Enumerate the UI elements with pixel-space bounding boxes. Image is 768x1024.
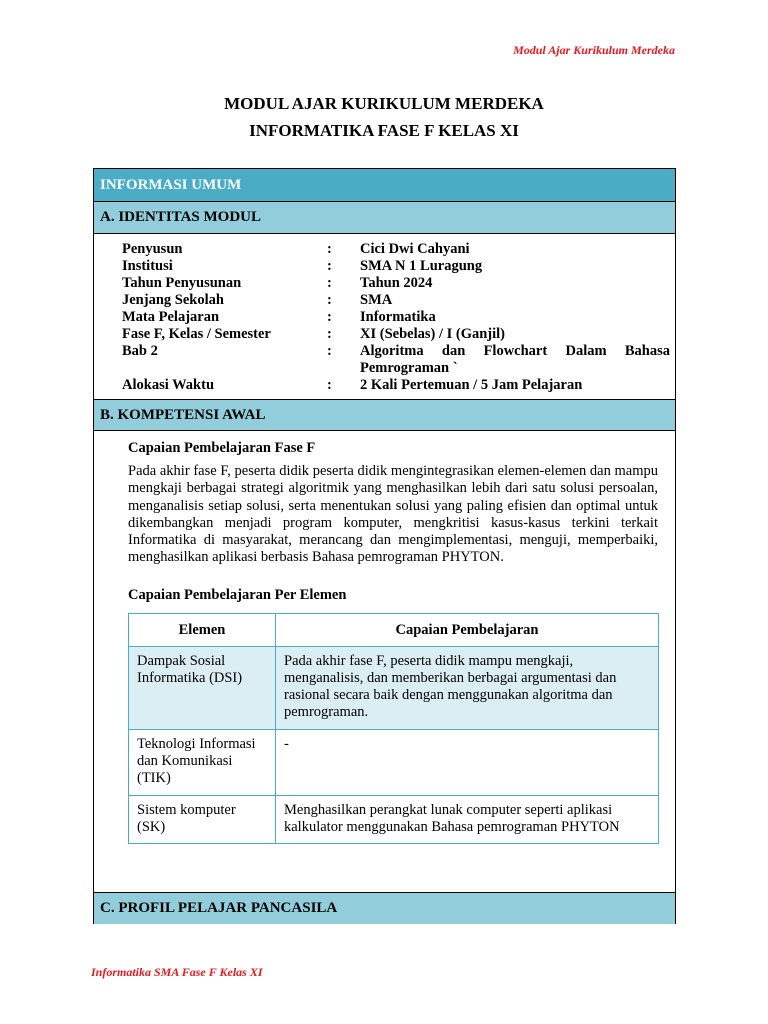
identitas-value: SMA N 1 Luragung [360,258,483,274]
identitas-colon: : [327,377,332,393]
identitas-row [122,343,670,377]
identitas-colon: : [327,241,332,257]
identitas-colon: : [327,292,332,308]
identitas-row [122,275,670,292]
document-title: MODUL AJAR KURIKULUM MERDEKA [224,94,544,113]
cp-elemen-heading-text: Capaian Pembelajaran Per Elemen [128,587,347,603]
capaian-cell: Menghasilkan perangkat lunak computer seperti aplikasi kalkulator menggunakan Bahasa pemrograman PHYTON [276,796,659,844]
identitas-value: SMA [360,292,393,308]
identitas-key: Alokasi Waktu [122,377,215,393]
page-footer-text: Informatika SMA Fase F Kelas XI [91,965,263,979]
identitas-row [122,292,670,309]
identitas-key: Bab 2 [122,343,158,359]
section-c-heading: C. PROFIL PELAJAR PANCASILA [94,892,675,924]
elemen-cell: Dampak Sosial Informatika (DSI) [129,647,276,730]
elemen-cell: Sistem komputer (SK) [129,796,276,844]
identitas-colon: : [327,258,332,274]
informasi-umum-heading: INFORMASI UMUM [94,169,675,202]
info-umum-box [93,168,676,924]
identitas-colon: : [327,309,332,325]
column-header-capaian: Capaian Pembelajaran [276,614,659,647]
identitas-key: Institusi [122,258,173,274]
table-row [129,730,659,796]
identitas-row [122,309,670,326]
identitas-colon: : [327,343,332,359]
cp-fase-heading [128,440,658,457]
document-subtitle: INFORMATIKA FASE F KELAS XI [249,121,519,140]
identitas-colon: : [327,275,332,291]
identitas-row [122,377,670,394]
identitas-colon: : [327,326,332,342]
identitas-value: Informatika [360,309,436,325]
column-header-elemen: Elemen [129,614,276,647]
capaian-per-elemen-table [128,613,659,844]
identitas-key: Jenjang Sekolah [122,292,224,308]
table-row [129,796,659,844]
section-a-heading: A. IDENTITAS MODUL [94,202,675,234]
cp-fase-heading-text: Capaian Pembelajaran Fase F [128,440,316,456]
identitas-value: XI (Sebelas) / I (Ganjil) [360,326,505,342]
identitas-value: Tahun 2024 [360,275,433,291]
identitas-row [122,326,670,343]
identitas-row [122,258,670,275]
identitas-row [122,241,670,258]
identitas-key: Penyusun [122,241,183,257]
identitas-key: Fase F, Kelas / Semester [122,326,271,342]
identitas-value: Cici Dwi Cahyani [360,241,470,257]
section-b-heading: B. KOMPETENSI AWAL [94,399,675,431]
elemen-cell: Teknologi Informasi dan Komunikasi (TIK) [129,730,276,796]
cp-fase-paragraph: Pada akhir fase F, peserta didik peserta didik mengintegrasikan elemen-elemen dan mampu mengkaji berbagai strategi algoritmik yang menghasilkan lebih dari satu solusi persoalan, menganalisis setiap solusi, serta menentukan solusi yang paling efisien dan optimal untuk dikembangkan menjadi program komputer, mengkritisi kasus-kasus terkini terkait Informatika di masyarakat, merancang dan mengimplementasi, menguji, memperbaiki, menghasilkan aplikasi berbasis Bahasa pemrograman PHYTON. [128,463,658,566]
identitas-value: Algoritma dan Flowchart Dalam Bahasa Pemrograman ` [360,343,670,376]
table-header-row [129,614,659,647]
identitas-modul-list [122,241,670,394]
identitas-key: Mata Pelajaran [122,309,220,325]
cp-elemen-heading [128,587,658,604]
table-row [129,647,659,730]
capaian-cell: Pada akhir fase F, peserta didik mampu mengkaji, menganalisis, dan memberikan berbagai argumentasi dan rasional secara baik dengan menggunakan algoritma dan pemrograman. [276,647,659,730]
capaian-cell: - [276,730,659,796]
page-header-text: Modul Ajar Kurikulum Merdeka [513,43,675,57]
identitas-value: 2 Kali Pertemuan / 5 Jam Pelajaran [360,377,583,393]
identitas-key: Tahun Penyusunan [122,275,242,291]
